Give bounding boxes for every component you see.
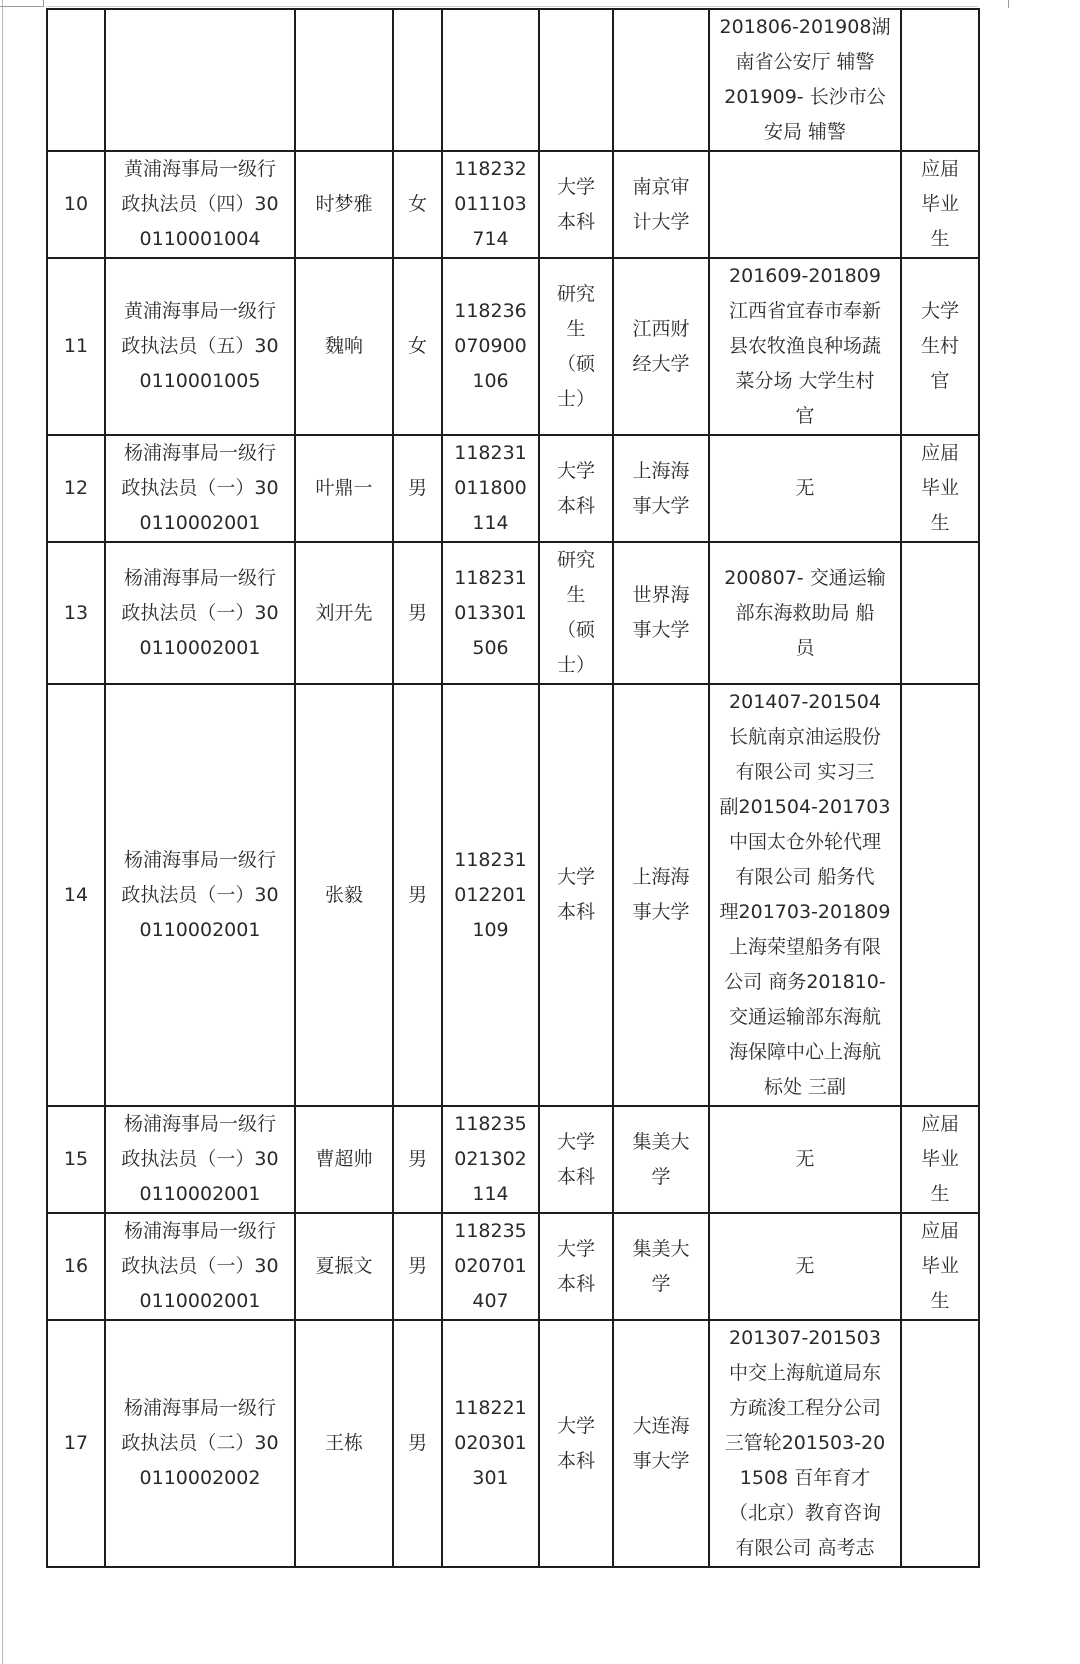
cell-line: 毕业 [920, 1148, 959, 1170]
cell-line: 标处 三副 [763, 1076, 847, 1098]
cell-school [613, 1106, 709, 1213]
cell-education [539, 1213, 613, 1320]
cell-line: 集美大 [632, 1237, 690, 1260]
cell-note [901, 1213, 979, 1320]
cell-line: 菜分场 大学生村 [735, 370, 875, 392]
cell-text-name: 刘开先 [315, 601, 373, 624]
cell-text-no: 11 [63, 335, 89, 357]
cell-line: 118235 [454, 1220, 527, 1242]
cell-text-no: 14 [63, 883, 89, 906]
cell-gender [393, 1213, 442, 1320]
cell-line: 118231 [454, 442, 527, 464]
cell-text-name: 张毅 [324, 883, 363, 906]
cell-line: 0110002002 [139, 1467, 261, 1489]
cell-exam-id [442, 1320, 539, 1567]
cell-position [105, 684, 295, 1106]
page-left-edge [2, 0, 3, 1664]
page-top-edge [46, 0, 978, 7]
cell-line: 江西财 [632, 317, 690, 340]
cell-line: 106 [472, 370, 509, 392]
cell-line: 研究 [556, 549, 595, 571]
roster-body [47, 9, 979, 1567]
cell-line: 毕业 [920, 193, 959, 215]
cell-line: 士） [556, 654, 595, 676]
cell-line: 201609-201809 [729, 265, 881, 287]
cell-line: 事大学 [632, 494, 690, 517]
cell-line: 杨浦海事局一级行 [123, 442, 276, 464]
cell-text-name: 魏响 [324, 335, 363, 357]
cell-text-no: 16 [63, 1255, 89, 1277]
cell-name [295, 151, 393, 258]
cell-school [613, 684, 709, 1106]
cell-line: 政执法员（一）30 [121, 1255, 279, 1277]
cell-name [295, 684, 393, 1106]
cell-line: 员 [795, 636, 815, 659]
cell-education [539, 9, 613, 151]
cell-line: 生 [566, 584, 586, 606]
cell-exam-id [442, 1106, 539, 1213]
cell-work-experience [709, 258, 901, 435]
cell-line: 020301 [454, 1432, 527, 1454]
cell-line: 0110002001 [139, 1183, 261, 1205]
cell-line: 本科 [556, 494, 595, 517]
cell-seq-no [47, 542, 105, 684]
cell-work-experience [709, 151, 901, 258]
cell-education [539, 1320, 613, 1567]
cell-line: 理201703-201809 [719, 901, 891, 923]
cell-line: 杨浦海事局一级行 [123, 566, 276, 589]
cell-line: 研究 [556, 282, 595, 305]
cell-work-experience [709, 542, 901, 684]
cell-education [539, 151, 613, 258]
cell-line: 政执法员（一）30 [121, 883, 279, 906]
cell-line: 021302 [454, 1148, 527, 1170]
cell-name [295, 1106, 393, 1213]
cell-gender [393, 151, 442, 258]
cell-line: 118231 [454, 848, 527, 871]
cell-work-experience [709, 435, 901, 542]
cell-note [901, 684, 979, 1106]
cell-line: （硕 [556, 352, 595, 375]
cell-text-gender: 女 [407, 335, 427, 357]
cell-line: 201909- 长沙市公 [724, 86, 886, 108]
table-row [47, 1106, 979, 1213]
cell-line: 201307-201503 [729, 1327, 881, 1349]
cell-text-gender: 男 [407, 601, 427, 624]
cell-line: 三管轮201503-20 [724, 1432, 886, 1454]
cell-education [539, 1106, 613, 1213]
cell-position [105, 435, 295, 542]
cell-line: 118221 [454, 1397, 527, 1419]
cell-exam-id [442, 542, 539, 684]
cell-line: 301 [472, 1467, 509, 1489]
cell-name [295, 258, 393, 435]
cell-line: 安局 辅警 [763, 121, 847, 143]
cell-line: 无 [795, 1148, 815, 1170]
cell-line: 0110002001 [139, 1290, 261, 1312]
cell-line: 020701 [454, 1255, 527, 1277]
cell-exam-id [442, 1213, 539, 1320]
cell-line: 070900 [454, 335, 527, 357]
cell-line: 应届 [920, 1113, 959, 1135]
cell-seq-no [47, 258, 105, 435]
cell-education [539, 684, 613, 1106]
cell-line: 杨浦海事局一级行 [123, 1397, 276, 1419]
cell-line: 世界海 [632, 584, 690, 606]
cell-line: 有限公司 实习三 [735, 761, 875, 783]
cell-line: 官 [930, 370, 950, 392]
cell-position [105, 1320, 295, 1567]
cell-exam-id [442, 151, 539, 258]
cell-line: 长航南京油运股份 [728, 726, 881, 748]
cell-line: 无 [795, 477, 815, 499]
table-row [47, 1320, 979, 1567]
candidate-roster-table [46, 8, 980, 1568]
cell-name [295, 1213, 393, 1320]
cell-exam-id [442, 435, 539, 542]
cell-line: 事大学 [632, 619, 690, 641]
cell-line: 506 [472, 636, 509, 659]
cell-note [901, 151, 979, 258]
cell-school [613, 151, 709, 258]
cell-line: 上海荣望船务有限 [728, 936, 881, 958]
cell-line: 方疏浚工程分公司 [728, 1397, 881, 1419]
cell-note [901, 1320, 979, 1567]
cell-line: 本科 [556, 210, 595, 233]
cell-line: 部东海救助局 船 [735, 601, 875, 624]
cell-text-gender: 男 [407, 1148, 427, 1170]
page-right-edge [1008, 0, 1009, 8]
cell-line: 学 [651, 1165, 671, 1188]
cell-name [295, 9, 393, 151]
cell-line: 政执法员（一）30 [121, 1148, 279, 1170]
cell-line: 011800 [454, 477, 527, 499]
cell-line: 714 [472, 228, 509, 250]
cell-line: 118232 [454, 158, 527, 180]
cell-line: 1508 百年育才 [739, 1467, 871, 1489]
cell-line: 大学 [556, 1130, 595, 1153]
table-row [47, 9, 979, 151]
cell-seq-no [47, 151, 105, 258]
cell-line: 本科 [556, 1272, 595, 1295]
cell-text-gender: 男 [407, 1255, 427, 1277]
cell-line: 事大学 [632, 1449, 690, 1472]
cell-line: 118231 [454, 566, 527, 589]
cell-line: 生 [930, 512, 950, 534]
cell-line: 事大学 [632, 901, 690, 923]
cell-line: 中交上海航道局东 [728, 1362, 881, 1384]
cell-school [613, 9, 709, 151]
table-row [47, 1213, 979, 1320]
cell-line: 201806-201908湖 [719, 16, 891, 38]
cell-line: 大学 [556, 866, 595, 888]
cell-line: 交通运输部东海航 [728, 1006, 881, 1028]
cell-text-name: 曹超帅 [315, 1148, 373, 1170]
cell-gender [393, 684, 442, 1106]
cell-seq-no [47, 435, 105, 542]
cell-position [105, 1106, 295, 1213]
page-corner-frame [0, 0, 44, 7]
cell-gender [393, 435, 442, 542]
table-row [47, 151, 979, 258]
cell-text-name: 夏振文 [315, 1255, 373, 1277]
cell-education [539, 435, 613, 542]
cell-line: 学 [651, 1272, 671, 1295]
cell-gender [393, 542, 442, 684]
cell-line: 公司 商务201810- [724, 971, 886, 993]
cell-text-no: 17 [63, 1432, 89, 1454]
cell-line: 大连海 [632, 1414, 690, 1437]
cell-line: （硕 [556, 619, 595, 641]
cell-text-no: 10 [63, 193, 89, 215]
cell-position [105, 542, 295, 684]
cell-line: 政执法员（二）30 [121, 1432, 279, 1454]
cell-line: 杨浦海事局一级行 [123, 1113, 276, 1135]
cell-text-name: 叶鼎一 [315, 477, 373, 499]
cell-line: 生 [930, 228, 950, 250]
cell-line: 政执法员（四）30 [121, 193, 279, 215]
cell-school [613, 542, 709, 684]
cell-exam-id [442, 684, 539, 1106]
table-row [47, 258, 979, 435]
cell-line: 0110001004 [139, 228, 261, 250]
cell-line: 114 [472, 1183, 509, 1205]
cell-line: 109 [472, 918, 509, 941]
cell-line: 大学 [556, 459, 595, 482]
cell-line: 118235 [454, 1113, 527, 1135]
cell-note [901, 542, 979, 684]
cell-position [105, 1213, 295, 1320]
cell-line: 生 [930, 1183, 950, 1205]
cell-line: 副201504-201703 [719, 796, 891, 818]
cell-text-gender: 男 [407, 883, 427, 906]
cell-text-no: 13 [63, 601, 89, 624]
cell-education [539, 258, 613, 435]
cell-line: 0110002001 [139, 918, 261, 941]
cell-line: 经大学 [632, 352, 690, 375]
cell-line: 政执法员（五）30 [121, 335, 279, 357]
cell-line: 县农牧渔良种场蔬 [728, 335, 881, 357]
cell-work-experience [709, 9, 901, 151]
cell-note [901, 1106, 979, 1213]
cell-gender [393, 258, 442, 435]
cell-school [613, 1320, 709, 1567]
cell-note [901, 258, 979, 435]
cell-line: 应届 [920, 158, 959, 180]
cell-line: 118236 [454, 300, 527, 322]
cell-line: 114 [472, 512, 509, 534]
cell-line: 官 [795, 405, 815, 427]
cell-line: 012201 [454, 883, 527, 906]
cell-gender [393, 1320, 442, 1567]
cell-line: 011103 [454, 193, 527, 215]
cell-line: 有限公司 高考志 [735, 1537, 875, 1559]
cell-line: 士） [556, 387, 595, 410]
cell-line: 0110002001 [139, 636, 261, 659]
cell-line: 政执法员（一）30 [121, 477, 279, 499]
cell-line: 本科 [556, 1449, 595, 1472]
cell-work-experience [709, 1106, 901, 1213]
cell-line: 上海海 [632, 459, 690, 482]
cell-line: 大学 [556, 175, 595, 198]
cell-position [105, 258, 295, 435]
cell-line: 杨浦海事局一级行 [123, 1220, 276, 1242]
cell-line: 中国太仓外轮代理 [728, 831, 881, 853]
cell-school [613, 258, 709, 435]
cell-line: 201407-201504 [729, 691, 881, 713]
cell-text-gender: 男 [407, 1432, 427, 1454]
cell-name [295, 1320, 393, 1567]
cell-gender [393, 9, 442, 151]
cell-line: 南京审 [632, 175, 690, 198]
cell-line: 大学 [920, 300, 959, 322]
cell-line: 0110001005 [139, 370, 261, 392]
cell-line: 毕业 [920, 1255, 959, 1277]
cell-text-gender: 女 [407, 193, 427, 215]
cell-line: 应届 [920, 442, 959, 464]
cell-gender [393, 1106, 442, 1213]
cell-school [613, 1213, 709, 1320]
cell-note [901, 9, 979, 151]
cell-education [539, 542, 613, 684]
cell-position [105, 9, 295, 151]
cell-school [613, 435, 709, 542]
cell-line: 政执法员（一）30 [121, 601, 279, 624]
cell-line: 大学 [556, 1414, 595, 1437]
table-row [47, 435, 979, 542]
cell-position [105, 151, 295, 258]
cell-line: 黄浦海事局一级行 [123, 300, 276, 322]
cell-line: 200807- 交通运输 [724, 566, 886, 589]
cell-line: 生 [930, 1290, 950, 1312]
cell-line: 杨浦海事局一级行 [123, 848, 276, 871]
cell-line: （北京）教育咨询 [728, 1502, 881, 1524]
cell-line: 无 [795, 1255, 815, 1277]
cell-text-name: 时梦雅 [315, 193, 373, 215]
cell-exam-id [442, 9, 539, 151]
cell-line: 本科 [556, 901, 595, 923]
cell-text-name: 王栋 [324, 1432, 363, 1454]
cell-line: 毕业 [920, 477, 959, 499]
cell-line: 江西省宜春市奉新 [728, 300, 881, 322]
cell-line: 生 [566, 317, 586, 340]
cell-line: 本科 [556, 1165, 595, 1188]
cell-work-experience [709, 1213, 901, 1320]
cell-line: 0110002001 [139, 512, 261, 534]
cell-text-gender: 男 [407, 477, 427, 499]
cell-name [295, 435, 393, 542]
cell-seq-no [47, 1320, 105, 1567]
cell-exam-id [442, 258, 539, 435]
cell-line: 应届 [920, 1220, 959, 1242]
cell-work-experience [709, 684, 901, 1106]
table-row [47, 684, 979, 1106]
cell-seq-no [47, 9, 105, 151]
cell-line: 生村 [920, 335, 959, 357]
cell-line: 海保障中心上海航 [728, 1041, 881, 1063]
cell-line: 有限公司 船务代 [735, 866, 875, 888]
cell-seq-no [47, 684, 105, 1106]
cell-line: 上海海 [632, 866, 690, 888]
cell-text-no: 12 [63, 477, 89, 499]
cell-line: 计大学 [632, 210, 690, 233]
cell-text-no: 15 [63, 1148, 89, 1170]
cell-line: 013301 [454, 601, 527, 624]
cell-line: 大学 [556, 1237, 595, 1260]
cell-work-experience [709, 1320, 901, 1567]
cell-line: 集美大 [632, 1130, 690, 1153]
cell-line: 407 [472, 1290, 509, 1312]
cell-line: 黄浦海事局一级行 [123, 158, 276, 180]
cell-seq-no [47, 1106, 105, 1213]
cell-line: 南省公安厅 辅警 [735, 51, 875, 73]
table-row [47, 542, 979, 684]
cell-name [295, 542, 393, 684]
cell-note [901, 435, 979, 542]
cell-seq-no [47, 1213, 105, 1320]
